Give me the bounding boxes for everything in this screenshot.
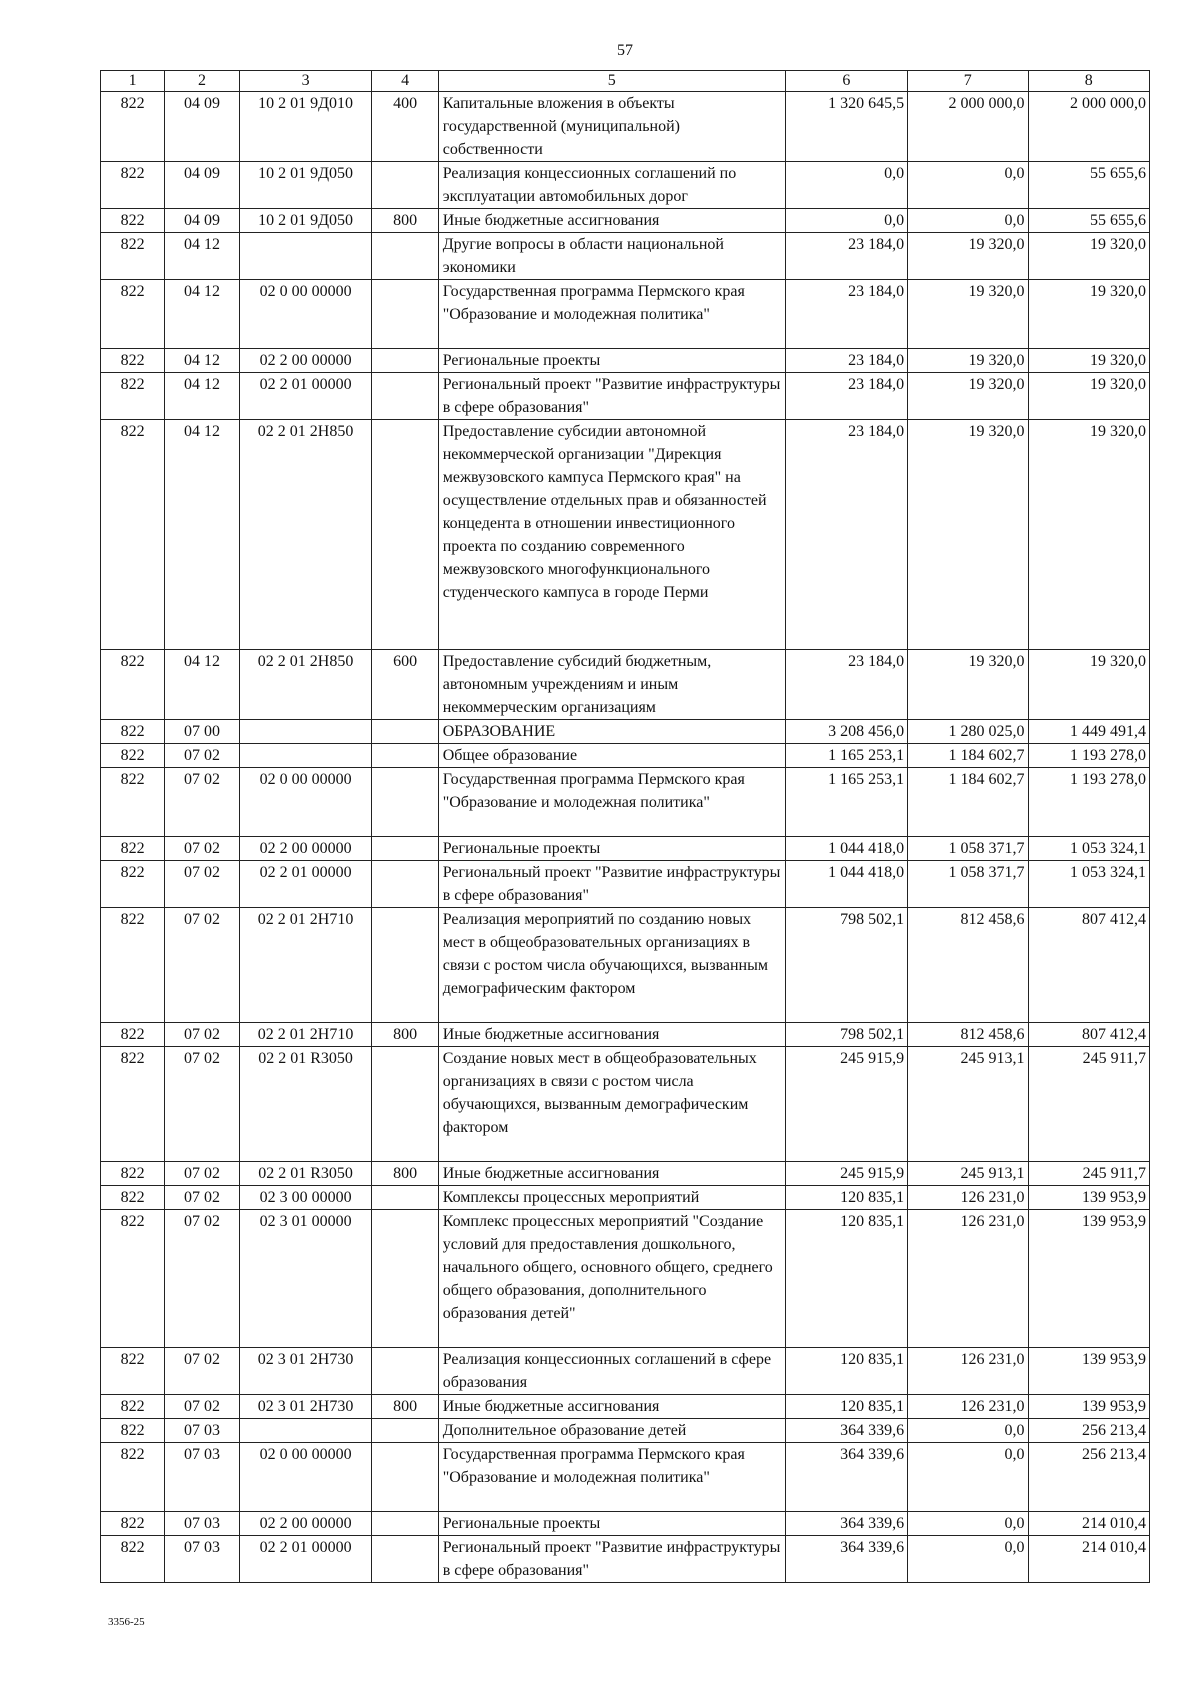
- section-code-cell: 07 02: [165, 1395, 239, 1419]
- admin-code-cell: 822: [101, 92, 165, 162]
- admin-code-cell: 822: [101, 1512, 165, 1536]
- admin-code-cell: 822: [101, 373, 165, 420]
- description-cell: Региональные проекты: [438, 1512, 785, 1536]
- amount-col7-cell: 19 320,0: [908, 233, 1028, 280]
- admin-code-cell: 822: [101, 744, 165, 768]
- amount-col7-cell: 19 320,0: [908, 280, 1028, 349]
- amount-col6-cell: 1 320 645,5: [785, 92, 907, 162]
- target-article-cell: 02 2 01 00000: [239, 373, 372, 420]
- amount-col8-cell: 19 320,0: [1028, 373, 1150, 420]
- budget-table: [100, 70, 1150, 1583]
- description-cell: Комплексы процессных мероприятий: [438, 1186, 785, 1210]
- description-cell: Иные бюджетные ассигнования: [438, 1395, 785, 1419]
- admin-code-cell: 822: [101, 1419, 165, 1443]
- admin-code-cell: 822: [101, 420, 165, 650]
- section-code-cell: 04 09: [165, 92, 239, 162]
- amount-col7-cell: 0,0: [908, 162, 1028, 209]
- column-header: 3: [239, 71, 372, 92]
- amount-col6-cell: 1 044 418,0: [785, 861, 907, 908]
- target-article-cell: 10 2 01 9Д050: [239, 209, 372, 233]
- target-article-cell: 02 0 00 00000: [239, 280, 372, 349]
- description-cell: ОБРАЗОВАНИЕ: [438, 720, 785, 744]
- description-cell: Комплекс процессных мероприятий "Создание условий для предоставления дошкольного, начального общего, основного общего, среднего общего образования, дополнительного образования детей": [438, 1210, 785, 1348]
- description-cell: Государственная программа Пермского края "Образование и молодежная политика": [438, 280, 785, 349]
- amount-col8-cell: 1 193 278,0: [1028, 744, 1150, 768]
- amount-col8-cell: 19 320,0: [1028, 420, 1150, 650]
- section-code-cell: 07 02: [165, 1047, 239, 1162]
- expense-type-cell: [372, 720, 438, 744]
- target-article-cell: 02 2 01 00000: [239, 861, 372, 908]
- amount-col7-cell: 19 320,0: [908, 349, 1028, 373]
- amount-col8-cell: 214 010,4: [1028, 1512, 1150, 1536]
- target-article-cell: 02 3 00 00000: [239, 1186, 372, 1210]
- table-row: [101, 1348, 1150, 1395]
- amount-col8-cell: 245 911,7: [1028, 1162, 1150, 1186]
- amount-col8-cell: 1 053 324,1: [1028, 837, 1150, 861]
- section-code-cell: 07 02: [165, 1162, 239, 1186]
- table-row: [101, 373, 1150, 420]
- expense-type-cell: 800: [372, 1023, 438, 1047]
- amount-col7-cell: 126 231,0: [908, 1348, 1028, 1395]
- admin-code-cell: 822: [101, 1443, 165, 1512]
- table-body: [101, 92, 1150, 1583]
- amount-col8-cell: 139 953,9: [1028, 1210, 1150, 1348]
- amount-col8-cell: 245 911,7: [1028, 1047, 1150, 1162]
- column-header: 8: [1028, 71, 1150, 92]
- amount-col7-cell: 19 320,0: [908, 420, 1028, 650]
- amount-col6-cell: 1 165 253,1: [785, 744, 907, 768]
- target-article-cell: 02 2 01 R3050: [239, 1162, 372, 1186]
- expense-type-cell: [372, 837, 438, 861]
- section-code-cell: 04 12: [165, 280, 239, 349]
- header-row: [101, 71, 1150, 92]
- amount-col6-cell: 364 339,6: [785, 1419, 907, 1443]
- amount-col6-cell: 120 835,1: [785, 1348, 907, 1395]
- target-article-cell: 02 3 01 2Н730: [239, 1395, 372, 1419]
- table-row: [101, 1395, 1150, 1419]
- amount-col8-cell: 55 655,6: [1028, 162, 1150, 209]
- table-row: [101, 1443, 1150, 1512]
- amount-col7-cell: 126 231,0: [908, 1210, 1028, 1348]
- expense-type-cell: 800: [372, 209, 438, 233]
- section-code-cell: 07 02: [165, 1023, 239, 1047]
- description-cell: Общее образование: [438, 744, 785, 768]
- admin-code-cell: 822: [101, 1536, 165, 1583]
- expense-type-cell: [372, 1443, 438, 1512]
- amount-col7-cell: 1 058 371,7: [908, 861, 1028, 908]
- amount-col6-cell: 0,0: [785, 162, 907, 209]
- amount-col7-cell: 1 184 602,7: [908, 768, 1028, 837]
- amount-col8-cell: 807 412,4: [1028, 1023, 1150, 1047]
- admin-code-cell: 822: [101, 1348, 165, 1395]
- description-cell: Региональный проект "Развитие инфраструктуры в сфере образования": [438, 1536, 785, 1583]
- amount-col6-cell: 364 339,6: [785, 1536, 907, 1583]
- target-article-cell: 02 2 01 00000: [239, 1536, 372, 1583]
- admin-code-cell: 822: [101, 650, 165, 720]
- amount-col8-cell: 1 449 491,4: [1028, 720, 1150, 744]
- amount-col6-cell: 0,0: [785, 209, 907, 233]
- amount-col7-cell: 19 320,0: [908, 650, 1028, 720]
- expense-type-cell: [372, 1512, 438, 1536]
- section-code-cell: 04 12: [165, 233, 239, 280]
- expense-type-cell: [372, 280, 438, 349]
- target-article-cell: 02 2 01 2Н710: [239, 1023, 372, 1047]
- target-article-cell: 02 2 00 00000: [239, 349, 372, 373]
- column-header: 7: [908, 71, 1028, 92]
- table-row: [101, 837, 1150, 861]
- amount-col6-cell: 1 044 418,0: [785, 837, 907, 861]
- description-cell: Реализация концессионных соглашений в сфере образования: [438, 1348, 785, 1395]
- expense-type-cell: [372, 1536, 438, 1583]
- admin-code-cell: 822: [101, 861, 165, 908]
- expense-type-cell: [372, 233, 438, 280]
- target-article-cell: [239, 744, 372, 768]
- target-article-cell: 02 3 01 00000: [239, 1210, 372, 1348]
- amount-col6-cell: 23 184,0: [785, 349, 907, 373]
- admin-code-cell: 822: [101, 908, 165, 1023]
- expense-type-cell: 800: [372, 1395, 438, 1419]
- admin-code-cell: 822: [101, 1023, 165, 1047]
- section-code-cell: 04 12: [165, 420, 239, 650]
- description-cell: Другие вопросы в области национальной экономики: [438, 233, 785, 280]
- section-code-cell: 04 12: [165, 650, 239, 720]
- admin-code-cell: 822: [101, 349, 165, 373]
- target-article-cell: 02 0 00 00000: [239, 1443, 372, 1512]
- amount-col8-cell: 19 320,0: [1028, 280, 1150, 349]
- description-cell: Реализация мероприятий по созданию новых мест в общеобразовательных организациях в связи с ростом числа обучающихся, вызванным демографическим фактором: [438, 908, 785, 1023]
- section-code-cell: 04 12: [165, 373, 239, 420]
- target-article-cell: 02 0 00 00000: [239, 768, 372, 837]
- admin-code-cell: 822: [101, 720, 165, 744]
- admin-code-cell: 822: [101, 162, 165, 209]
- expense-type-cell: [372, 373, 438, 420]
- target-article-cell: 02 2 01 2Н850: [239, 650, 372, 720]
- amount-col7-cell: 245 913,1: [908, 1047, 1028, 1162]
- target-article-cell: 02 2 01 2Н710: [239, 908, 372, 1023]
- amount-col8-cell: 19 320,0: [1028, 233, 1150, 280]
- description-cell: Дополнительное образование детей: [438, 1419, 785, 1443]
- target-article-cell: 02 2 01 2Н850: [239, 420, 372, 650]
- admin-code-cell: 822: [101, 280, 165, 349]
- expense-type-cell: [372, 908, 438, 1023]
- amount-col6-cell: 364 339,6: [785, 1443, 907, 1512]
- amount-col7-cell: 0,0: [908, 1419, 1028, 1443]
- amount-col7-cell: 0,0: [908, 209, 1028, 233]
- amount-col7-cell: 0,0: [908, 1443, 1028, 1512]
- amount-col6-cell: 23 184,0: [785, 280, 907, 349]
- table-row: [101, 908, 1150, 1023]
- amount-col8-cell: 214 010,4: [1028, 1536, 1150, 1583]
- expense-type-cell: 800: [372, 1162, 438, 1186]
- description-cell: Иные бюджетные ассигнования: [438, 209, 785, 233]
- table-row: [101, 1210, 1150, 1348]
- amount-col7-cell: 1 058 371,7: [908, 837, 1028, 861]
- section-code-cell: 07 02: [165, 1186, 239, 1210]
- expense-type-cell: [372, 768, 438, 837]
- section-code-cell: 07 03: [165, 1443, 239, 1512]
- section-code-cell: 04 09: [165, 162, 239, 209]
- section-code-cell: 07 02: [165, 1210, 239, 1348]
- amount-col8-cell: 256 213,4: [1028, 1419, 1150, 1443]
- target-article-cell: [239, 720, 372, 744]
- table-row: [101, 720, 1150, 744]
- section-code-cell: 07 02: [165, 1348, 239, 1395]
- amount-col7-cell: 812 458,6: [908, 908, 1028, 1023]
- table-row: [101, 1512, 1150, 1536]
- amount-col7-cell: 245 913,1: [908, 1162, 1028, 1186]
- amount-col7-cell: 126 231,0: [908, 1395, 1028, 1419]
- table-row: [101, 768, 1150, 837]
- expense-type-cell: [372, 349, 438, 373]
- description-cell: Региональный проект "Развитие инфраструктуры в сфере образования": [438, 861, 785, 908]
- table-row: [101, 1162, 1150, 1186]
- section-code-cell: 07 02: [165, 744, 239, 768]
- target-article-cell: 10 2 01 9Д010: [239, 92, 372, 162]
- description-cell: Предоставление субсидии автономной некоммерческой организации "Дирекция межвузовского кампуса Пермского края" на осуществление отдельных прав и обязанностей концедента в отношении инвестиционного проекта по созданию современного межвузовского многофункционального студенческого кампуса в городе Перми: [438, 420, 785, 650]
- table-row: [101, 349, 1150, 373]
- amount-col6-cell: 245 915,9: [785, 1162, 907, 1186]
- expense-type-cell: [372, 861, 438, 908]
- target-article-cell: [239, 233, 372, 280]
- description-cell: Региональные проекты: [438, 349, 785, 373]
- section-code-cell: 07 03: [165, 1512, 239, 1536]
- amount-col8-cell: 807 412,4: [1028, 908, 1150, 1023]
- expense-type-cell: 600: [372, 650, 438, 720]
- target-article-cell: 10 2 01 9Д050: [239, 162, 372, 209]
- table-row: [101, 1047, 1150, 1162]
- amount-col8-cell: 139 953,9: [1028, 1186, 1150, 1210]
- amount-col7-cell: 0,0: [908, 1512, 1028, 1536]
- section-code-cell: 07 02: [165, 908, 239, 1023]
- admin-code-cell: 822: [101, 1047, 165, 1162]
- admin-code-cell: 822: [101, 1186, 165, 1210]
- description-cell: Региональный проект "Развитие инфраструктуры в сфере образования": [438, 373, 785, 420]
- description-cell: Государственная программа Пермского края "Образование и молодежная политика": [438, 1443, 785, 1512]
- admin-code-cell: 822: [101, 1162, 165, 1186]
- column-header: 2: [165, 71, 239, 92]
- amount-col6-cell: 1 165 253,1: [785, 768, 907, 837]
- section-code-cell: 07 03: [165, 1419, 239, 1443]
- expense-type-cell: [372, 1186, 438, 1210]
- table-row: [101, 420, 1150, 650]
- description-cell: Реализация концессионных соглашений по эксплуатации автомобильных дорог: [438, 162, 785, 209]
- expense-type-cell: [372, 1419, 438, 1443]
- description-cell: Государственная программа Пермского края "Образование и молодежная политика": [438, 768, 785, 837]
- amount-col6-cell: 120 835,1: [785, 1186, 907, 1210]
- target-article-cell: 02 2 00 00000: [239, 1512, 372, 1536]
- amount-col7-cell: 812 458,6: [908, 1023, 1028, 1047]
- admin-code-cell: 822: [101, 1210, 165, 1348]
- amount-col7-cell: 0,0: [908, 1536, 1028, 1583]
- amount-col8-cell: 19 320,0: [1028, 349, 1150, 373]
- amount-col7-cell: 1 184 602,7: [908, 744, 1028, 768]
- section-code-cell: 04 09: [165, 209, 239, 233]
- table-row: [101, 1419, 1150, 1443]
- target-article-cell: 02 2 01 R3050: [239, 1047, 372, 1162]
- expense-type-cell: [372, 1210, 438, 1348]
- table-row: [101, 861, 1150, 908]
- table-row: [101, 92, 1150, 162]
- table-row: [101, 1186, 1150, 1210]
- target-article-cell: [239, 1419, 372, 1443]
- amount-col8-cell: 1 193 278,0: [1028, 768, 1150, 837]
- description-cell: Создание новых мест в общеобразовательных организациях в связи с ростом числа обучающихся, вызванным демографическим фактором: [438, 1047, 785, 1162]
- table-row: [101, 280, 1150, 349]
- description-cell: Капитальные вложения в объекты государственной (муниципальной) собственности: [438, 92, 785, 162]
- amount-col7-cell: 1 280 025,0: [908, 720, 1028, 744]
- amount-col6-cell: 23 184,0: [785, 420, 907, 650]
- expense-type-cell: 400: [372, 92, 438, 162]
- section-code-cell: 07 02: [165, 861, 239, 908]
- table-row: [101, 233, 1150, 280]
- amount-col8-cell: 256 213,4: [1028, 1443, 1150, 1512]
- table-row: [101, 209, 1150, 233]
- amount-col6-cell: 23 184,0: [785, 233, 907, 280]
- admin-code-cell: 822: [101, 768, 165, 837]
- admin-code-cell: 822: [101, 837, 165, 861]
- amount-col6-cell: 3 208 456,0: [785, 720, 907, 744]
- amount-col6-cell: 120 835,1: [785, 1210, 907, 1348]
- table-row: [101, 744, 1150, 768]
- description-cell: Региональные проекты: [438, 837, 785, 861]
- page-number: 57: [617, 42, 633, 59]
- expense-type-cell: [372, 1047, 438, 1162]
- amount-col6-cell: 120 835,1: [785, 1395, 907, 1419]
- admin-code-cell: 822: [101, 233, 165, 280]
- amount-col6-cell: 364 339,6: [785, 1512, 907, 1536]
- description-cell: Иные бюджетные ассигнования: [438, 1162, 785, 1186]
- amount-col6-cell: 23 184,0: [785, 373, 907, 420]
- section-code-cell: 07 03: [165, 1536, 239, 1583]
- section-code-cell: 04 12: [165, 349, 239, 373]
- expense-type-cell: [372, 1348, 438, 1395]
- amount-col6-cell: 245 915,9: [785, 1047, 907, 1162]
- section-code-cell: 07 00: [165, 720, 239, 744]
- admin-code-cell: 822: [101, 209, 165, 233]
- admin-code-cell: 822: [101, 1395, 165, 1419]
- amount-col8-cell: 139 953,9: [1028, 1348, 1150, 1395]
- table-row: [101, 162, 1150, 209]
- column-header: 5: [438, 71, 785, 92]
- amount-col8-cell: 1 053 324,1: [1028, 861, 1150, 908]
- column-header: 4: [372, 71, 438, 92]
- expense-type-cell: [372, 420, 438, 650]
- expense-type-cell: [372, 744, 438, 768]
- amount-col8-cell: 19 320,0: [1028, 650, 1150, 720]
- amount-col8-cell: 139 953,9: [1028, 1395, 1150, 1419]
- amount-col6-cell: 23 184,0: [785, 650, 907, 720]
- amount-col6-cell: 798 502,1: [785, 1023, 907, 1047]
- section-code-cell: 07 02: [165, 837, 239, 861]
- description-cell: Иные бюджетные ассигнования: [438, 1023, 785, 1047]
- amount-col7-cell: 19 320,0: [908, 373, 1028, 420]
- footer-code: 3356-25: [108, 1616, 145, 1628]
- target-article-cell: 02 3 01 2Н730: [239, 1348, 372, 1395]
- amount-col8-cell: 2 000 000,0: [1028, 92, 1150, 162]
- amount-col7-cell: 2 000 000,0: [908, 92, 1028, 162]
- section-code-cell: 07 02: [165, 768, 239, 837]
- expense-type-cell: [372, 162, 438, 209]
- table-row: [101, 1536, 1150, 1583]
- table-row: [101, 650, 1150, 720]
- column-header: 6: [785, 71, 907, 92]
- amount-col8-cell: 55 655,6: [1028, 209, 1150, 233]
- table-row: [101, 1023, 1150, 1047]
- target-article-cell: 02 2 00 00000: [239, 837, 372, 861]
- column-header: 1: [101, 71, 165, 92]
- amount-col6-cell: 798 502,1: [785, 908, 907, 1023]
- amount-col7-cell: 126 231,0: [908, 1186, 1028, 1210]
- description-cell: Предоставление субсидий бюджетным, автономным учреждениям и иным некоммерческим организациям: [438, 650, 785, 720]
